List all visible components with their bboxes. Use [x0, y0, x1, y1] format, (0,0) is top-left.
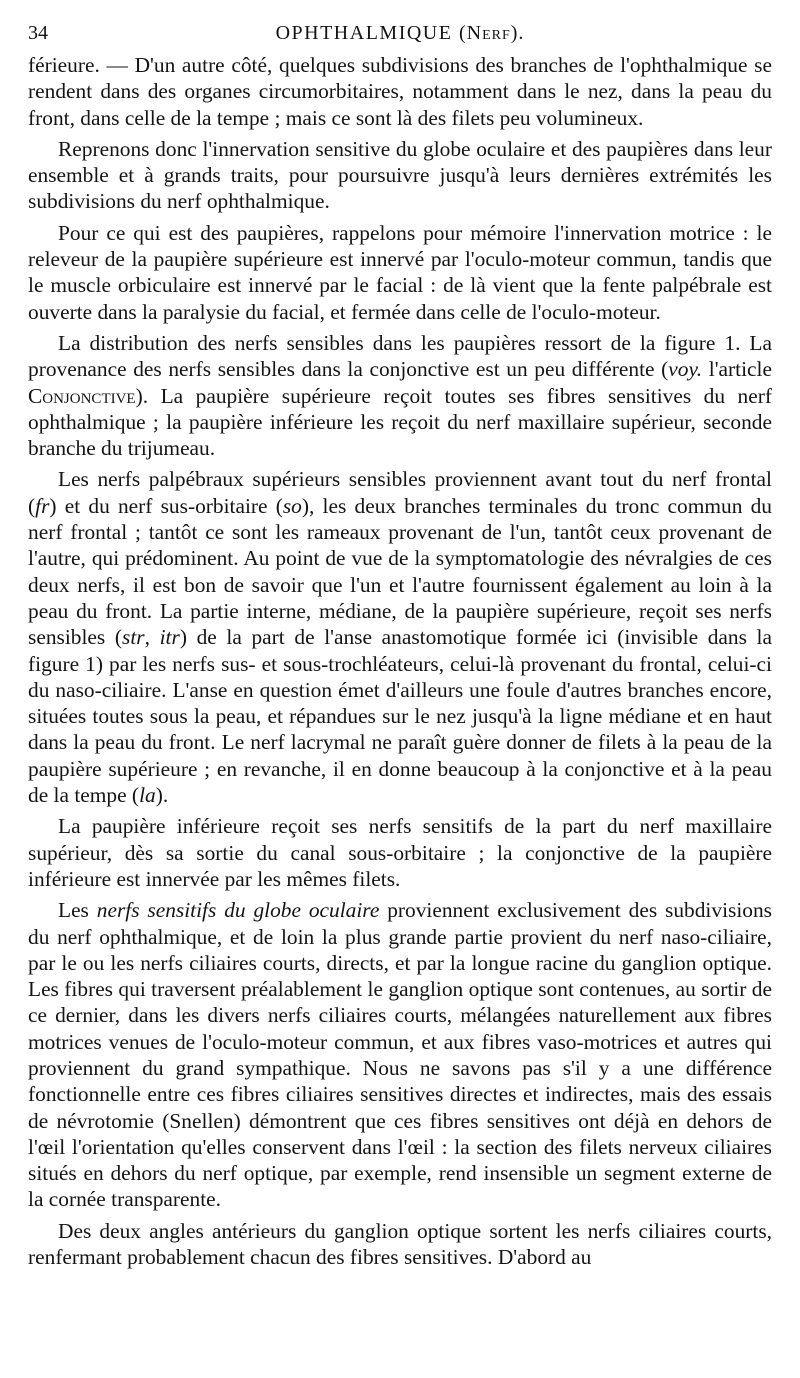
paragraph-p1 — [28, 52, 772, 131]
text-run: Reprenons donc l'innervation sensitive du globe oculaire et des paupières dans leur ensemble et à grands traits, pour poursuivre jusqu'à leurs dernières extrémités les subdivisions du nerf ophthalmique. — [28, 136, 772, 214]
page-title-subtitle: (Nerf). — [458, 22, 525, 44]
running-head — [28, 14, 772, 52]
text-run: Les nerfs palpébraux supérieurs sensibles proviennent avant tout du nerf frontal ( — [28, 467, 772, 518]
text-run: ) de la part de l'anse anastomotique formée ici (invisible dans la figure 1) par les nerfs sus- et sous-trochléateurs, celui-là provenant du frontal, celui-ci du naso-ciliaire. L'anse en question émet d'ailleurs une foule d'autres branches encore, situées toutes sous la peau, et répandues sur le nez jusqu'à la ligne médiane et en haut dans la peau du front. Le nerf lacrymal ne paraît guère donner de filets à la peau de la paupière supérieure ; en revanche, il en donne beaucoup à la conjonctive et à la peau de la tempe ( — [28, 625, 772, 808]
text-run: La distribution des nerfs sensibles dans les paupières ressort de la figure 1. La provenance des nerfs sensibles dans la conjonctive est un peu différente ( — [28, 330, 772, 382]
paragraph-p3 — [28, 220, 772, 325]
text-run: ) et du nerf sus-orbitaire ( — [49, 493, 283, 518]
small-caps-text: Conjonctive — [28, 383, 136, 408]
text-run: Les — [58, 898, 97, 923]
italic-text: str — [122, 625, 145, 650]
text-run: l'article — [702, 357, 772, 382]
italic-text: itr — [159, 625, 180, 650]
text-run: , — [144, 625, 160, 650]
paragraph-p2 — [28, 136, 772, 215]
paragraph-p7 — [28, 897, 772, 1213]
italic-text: so — [282, 493, 302, 518]
page — [28, 14, 772, 1364]
body-text — [28, 52, 772, 1270]
page-number: 34 — [28, 22, 48, 44]
italic-text: la — [139, 783, 156, 808]
text-run: ). La paupière supérieure reçoit toutes ses fibres sensitives du nerf ophthalmique ; la paupière inférieure les reçoit du nerf maxillaire supérieur, seconde branche du trijumeau. — [28, 383, 772, 461]
text-run: ). — [155, 783, 169, 808]
text-run: Pour ce qui est des paupières, rappelons pour mémoire l'innervation motrice : le releveur de la paupière supérieure est innervé par l'oculo-moteur commun, tandis que le muscle orbiculaire est innervé par le facial : de là vient que la fente palpébrale est ouverte dans la paralysie du facial, et fermée dans celle de l'oculo-moteur. — [28, 220, 772, 324]
paragraph-p5 — [28, 466, 772, 808]
italic-text: fr — [35, 493, 50, 518]
italic-text: nerfs sensitifs du globe oculaire — [96, 898, 380, 923]
page-title-main: OPHTHALMIQUE — [275, 22, 453, 44]
paragraph-p8 — [28, 1218, 772, 1271]
text-run: proviennent exclusivement des subdivisions du nerf ophthalmique, et de loin la plus grande partie provient du nerf naso-ciliaire, par le ou les nerfs ciliaires courts, directs, et par la longue racine du ganglion optique. Les fibres qui traversent préalablement le ganglion optique sont contenues, au sortir de ce dernier, dans les divers nerfs ciliaires courts, mélangées naturellement aux fibres motrices venues de l'oculo-moteur commun, et aux fibres vaso-motrices et autres qui proviennent du grand sympathique. Nous ne savons pas s'il y a une différence fonctionnelle entre ces fibres ciliaires sensitives directes et indirectes, mais des essais de névrotomie (Snellen) démontrent que ces fibres sensitives ont déjà en dehors de l'œil l'orientation qu'elles conservent dans l'œil : la section des filets nerveux ciliaires situés en dehors du nerf optique, par exemple, rend insensible un segment externe de la cornée transparente. — [28, 898, 772, 1212]
text-run: La paupière inférieure reçoit ses nerfs sensitifs de la part du nerf maxillaire supérieur, dès sa sortie du canal sous-orbitaire ; la conjonctive de la paupière inférieure est innervée par les mêmes filets. — [28, 814, 772, 891]
text-run: férieure. — D'un autre côté, quelques subdivisions des branches de l'ophthalmique se rendent dans des organes circumorbitaires, notamment dans le nez, dans la peau du front, dans celle de la tempe ; mais ce sont là des filets peu volumineux. — [28, 53, 772, 130]
text-run: Des deux angles antérieurs du ganglion optique sortent les nerfs ciliaires courts, renfermant probablement chacun des fibres sensitives. D'abord au — [28, 1218, 772, 1270]
italic-text: voy. — [668, 357, 703, 382]
paragraph-p6 — [28, 813, 772, 892]
text-run: ), les deux branches terminales du tronc commun du nerf frontal ; tantôt ce sont les rameaux provenant de l'un, tantôt ceux provenant de l'autre, qui prédominent. Au point de vue de la symptomatologie des névralgies de ces deux nerfs, il est bon de savoir que l'un et l'autre fournissent également au loin à la peau du front. La partie interne, médiane, de la paupière supérieure, reçoit ses nerfs sensibles ( — [28, 493, 772, 650]
page-title — [28, 22, 772, 45]
paragraph-p4 — [28, 330, 772, 461]
